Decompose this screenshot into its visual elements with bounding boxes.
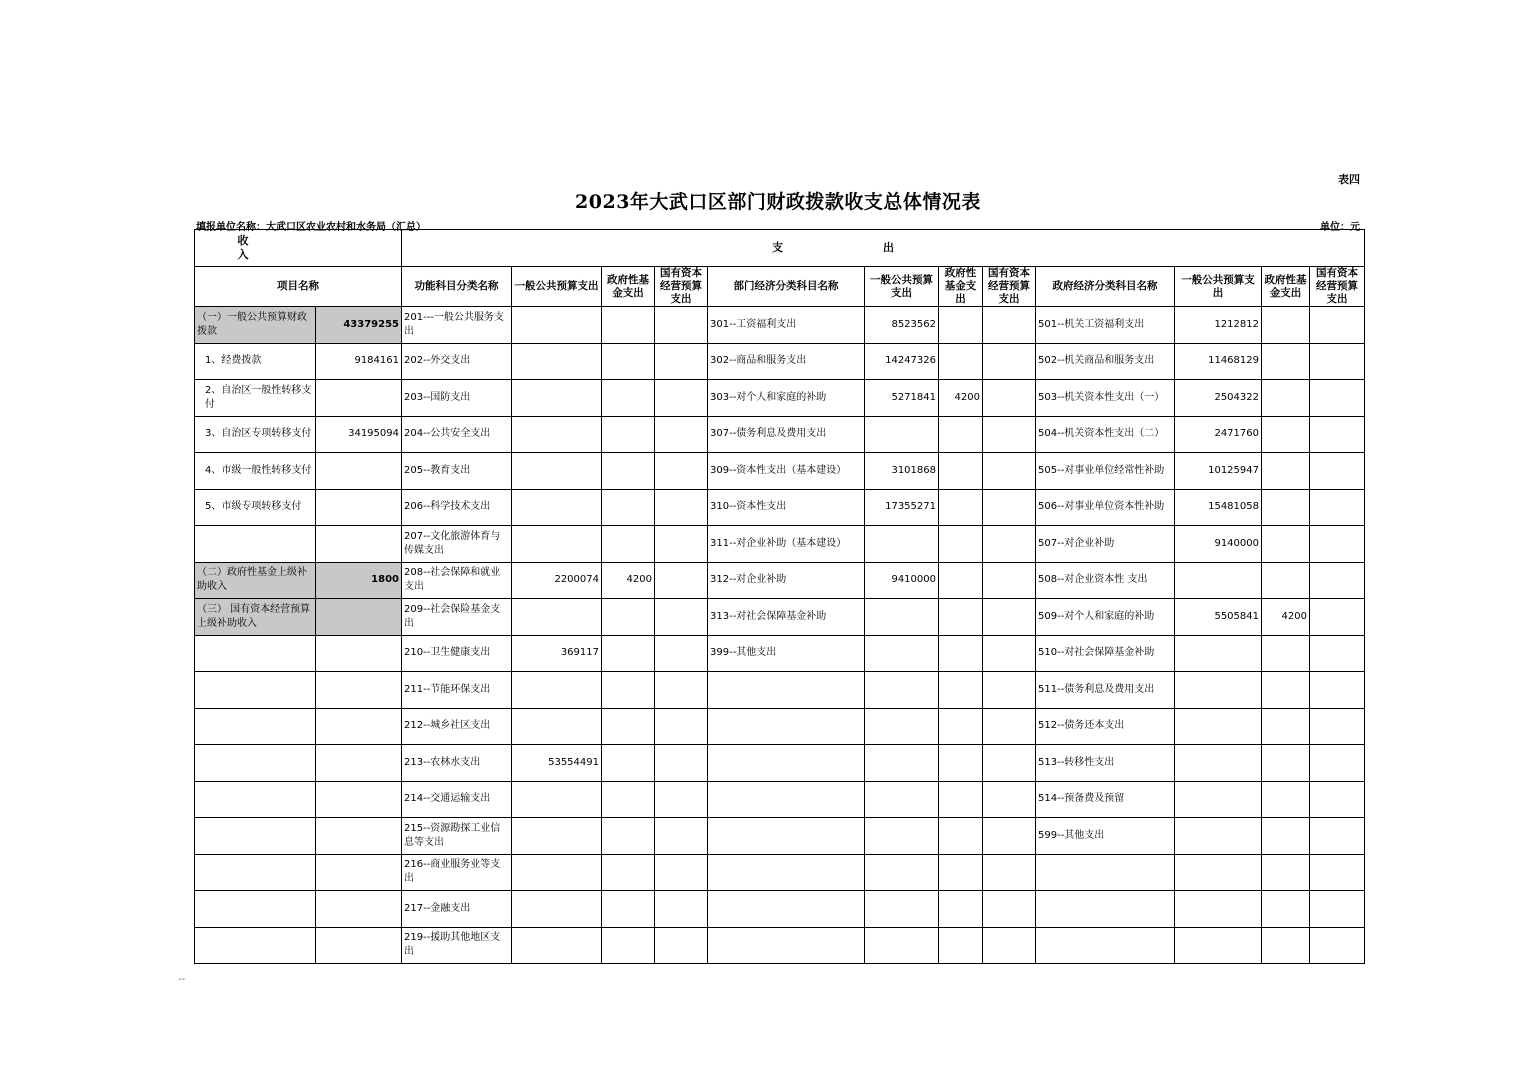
func-gov-fund-cell [602, 526, 655, 563]
gov-gov-fund-cell [1262, 526, 1310, 563]
income-name-cell [195, 854, 316, 891]
dept-general-cell [865, 781, 939, 818]
income-amount-cell [316, 526, 402, 563]
gov-general-cell: 9140000 [1175, 526, 1262, 563]
gov-gov-fund-cell [1262, 343, 1310, 380]
group-header-row [195, 230, 1365, 267]
dept-general-cell: 3101868 [865, 453, 939, 490]
dept-gov-fund-cell [939, 745, 983, 782]
dept-name-cell [708, 672, 865, 709]
page-title: 2023年大武口区部门财政拨款收支总体情况表 [575, 191, 981, 213]
func-general-cell: 369117 [512, 635, 602, 672]
func-general-cell: 53554491 [512, 745, 602, 782]
table-row [195, 927, 1365, 964]
func-name-cell: 216--商业服务业等支出 [402, 854, 512, 891]
dept-general-cell [865, 708, 939, 745]
gov-general-cell: 2471760 [1175, 416, 1262, 453]
col-dept-general: 一般公共预算支出 [865, 267, 939, 307]
dept-general-cell: 17355271 [865, 489, 939, 526]
func-state-capital-cell [655, 489, 708, 526]
dept-state-capital-cell [983, 854, 1036, 891]
income-amount-cell [316, 453, 402, 490]
func-gov-fund-cell [602, 416, 655, 453]
func-state-capital-cell [655, 526, 708, 563]
dept-name-cell: 399--其他支出 [708, 635, 865, 672]
income-name-cell: （二）政府性基金上级补助收入 [195, 562, 316, 599]
func-state-capital-cell [655, 453, 708, 490]
dept-state-capital-cell [983, 781, 1036, 818]
gov-state-capital-cell [1310, 927, 1365, 964]
income-name-cell [195, 708, 316, 745]
table-row [195, 708, 1365, 745]
gov-state-capital-cell [1310, 708, 1365, 745]
dept-general-cell: 9410000 [865, 562, 939, 599]
func-general-cell [512, 453, 602, 490]
income-name-cell [195, 781, 316, 818]
gov-gov-fund-cell [1262, 489, 1310, 526]
dept-general-cell: 8523562 [865, 307, 939, 344]
func-state-capital-cell [655, 416, 708, 453]
func-state-capital-cell [655, 672, 708, 709]
gov-name-cell: 507--对企业补助 [1036, 526, 1175, 563]
dept-general-cell [865, 818, 939, 855]
gov-general-cell: 2504322 [1175, 380, 1262, 417]
col-dept-econ-name: 部门经济分类科目名称 [708, 267, 865, 307]
dept-general-cell [865, 526, 939, 563]
income-name-cell: 3、自治区专项转移支付 [195, 416, 316, 453]
func-name-cell: 207--文化旅游体育与传媒支出 [402, 526, 512, 563]
func-name-cell: 202--外交支出 [402, 343, 512, 380]
gov-gov-fund-cell [1262, 708, 1310, 745]
income-name-cell [195, 745, 316, 782]
dept-general-cell [865, 672, 939, 709]
func-name-cell: 212--城乡社区支出 [402, 708, 512, 745]
gov-name-cell: 503--机关资本性支出（一） [1036, 380, 1175, 417]
income-amount-cell: 9184161 [316, 343, 402, 380]
func-gov-fund-cell [602, 708, 655, 745]
func-state-capital-cell [655, 599, 708, 636]
func-general-cell [512, 818, 602, 855]
dept-gov-fund-cell [939, 927, 983, 964]
col-gov-general: 一般公共预算支出 [1175, 267, 1262, 307]
dept-state-capital-cell [983, 818, 1036, 855]
budget-table [194, 229, 1365, 964]
gov-general-cell: 11468129 [1175, 343, 1262, 380]
func-general-cell [512, 781, 602, 818]
income-amount-cell [316, 380, 402, 417]
func-general-cell [512, 343, 602, 380]
gov-name-cell: 512--债务还本支出 [1036, 708, 1175, 745]
dept-general-cell: 5271841 [865, 380, 939, 417]
income-amount-cell [316, 599, 402, 636]
col-func-state-capital: 国有资本经营预算支出 [655, 267, 708, 307]
dept-gov-fund-cell [939, 453, 983, 490]
func-gov-fund-cell [602, 854, 655, 891]
income-amount-cell: 34195094 [316, 416, 402, 453]
dept-general-cell: 14247326 [865, 343, 939, 380]
gov-general-cell: 1212812 [1175, 307, 1262, 344]
gov-state-capital-cell [1310, 526, 1365, 563]
reporting-unit-name: 填报单位名称：大武口区农业农村和水务局（汇总） [196, 222, 426, 233]
dept-gov-fund-cell [939, 708, 983, 745]
gov-name-cell: 510--对社会保障基金补助 [1036, 635, 1175, 672]
func-general-cell [512, 380, 602, 417]
table-row [195, 380, 1365, 417]
gov-general-cell [1175, 927, 1262, 964]
dept-general-cell [865, 635, 939, 672]
gov-gov-fund-cell [1262, 416, 1310, 453]
col-func-general: 一般公共预算支出 [512, 267, 602, 307]
income-amount-cell [316, 854, 402, 891]
table-row [195, 599, 1365, 636]
dept-general-cell [865, 891, 939, 928]
func-state-capital-cell [655, 562, 708, 599]
gov-state-capital-cell [1310, 453, 1365, 490]
func-gov-fund-cell [602, 781, 655, 818]
table-row [195, 745, 1365, 782]
gov-name-cell: 501--机关工资福利支出 [1036, 307, 1175, 344]
func-name-cell: 213--农林水支出 [402, 745, 512, 782]
gov-general-cell [1175, 891, 1262, 928]
func-name-cell: 208--社会保障和就业支出 [402, 562, 512, 599]
income-amount-cell [316, 745, 402, 782]
col-income-name: 项目名称 [195, 267, 402, 307]
gov-name-cell: 513--转移性支出 [1036, 745, 1175, 782]
col-gov-econ-name: 政府经济分类科目名称 [1036, 267, 1175, 307]
gov-name-cell: 505--对事业单位经常性补助 [1036, 453, 1175, 490]
func-gov-fund-cell [602, 891, 655, 928]
dept-name-cell [708, 745, 865, 782]
gov-state-capital-cell [1310, 343, 1365, 380]
table-row [195, 818, 1365, 855]
gov-gov-fund-cell [1262, 307, 1310, 344]
income-name-cell: 5、市级专项转移支付 [195, 489, 316, 526]
income-name-cell [195, 635, 316, 672]
func-state-capital-cell [655, 781, 708, 818]
func-general-cell [512, 854, 602, 891]
table-row [195, 416, 1365, 453]
func-name-cell: 214--交通运输支出 [402, 781, 512, 818]
dept-state-capital-cell [983, 526, 1036, 563]
func-gov-fund-cell [602, 745, 655, 782]
dept-state-capital-cell [983, 599, 1036, 636]
gov-state-capital-cell [1310, 635, 1365, 672]
func-state-capital-cell [655, 635, 708, 672]
dept-state-capital-cell [983, 416, 1036, 453]
gov-gov-fund-cell [1262, 453, 1310, 490]
dept-name-cell: 311--对企业补助（基本建设） [708, 526, 865, 563]
func-gov-fund-cell [602, 489, 655, 526]
gov-gov-fund-cell [1262, 927, 1310, 964]
func-name-cell: 219--援助其他地区支出 [402, 927, 512, 964]
dept-state-capital-cell [983, 562, 1036, 599]
dept-name-cell [708, 781, 865, 818]
gov-general-cell [1175, 745, 1262, 782]
func-state-capital-cell [655, 307, 708, 344]
dept-state-capital-cell [983, 891, 1036, 928]
table-row [195, 635, 1365, 672]
currency-unit-label: 单位：元 [1320, 222, 1360, 233]
dept-state-capital-cell [983, 453, 1036, 490]
gov-gov-fund-cell [1262, 380, 1310, 417]
gov-name-cell: 502--机关商品和服务支出 [1036, 343, 1175, 380]
dept-gov-fund-cell [939, 781, 983, 818]
gov-name-cell: 504--机关资本性支出（二） [1036, 416, 1175, 453]
income-amount-cell [316, 708, 402, 745]
income-name-cell: 2、自治区一般性转移支付 [195, 380, 316, 417]
income-name-cell: 4、市级一般性转移支付 [195, 453, 316, 490]
gov-name-cell [1036, 891, 1175, 928]
gov-state-capital-cell [1310, 781, 1365, 818]
gov-general-cell: 5505841 [1175, 599, 1262, 636]
gov-name-cell: 599--其他支出 [1036, 818, 1175, 855]
expense-group-header: 支出 [402, 230, 1365, 267]
dept-name-cell: 313--对社会保障基金补助 [708, 599, 865, 636]
table-row [195, 343, 1365, 380]
gov-state-capital-cell [1310, 307, 1365, 344]
col-gov-state-capital: 国有资本经营预算支出 [1310, 267, 1365, 307]
dept-name-cell: 301--工资福利支出 [708, 307, 865, 344]
func-state-capital-cell [655, 343, 708, 380]
func-gov-fund-cell [602, 380, 655, 417]
func-gov-fund-cell [602, 343, 655, 380]
income-amount-cell [316, 818, 402, 855]
func-name-cell: 210--卫生健康支出 [402, 635, 512, 672]
gov-general-cell [1175, 562, 1262, 599]
func-state-capital-cell [655, 891, 708, 928]
gov-general-cell [1175, 635, 1262, 672]
func-general-cell [512, 672, 602, 709]
income-amount-cell [316, 891, 402, 928]
func-general-cell [512, 708, 602, 745]
dept-general-cell [865, 599, 939, 636]
income-amount-cell [316, 672, 402, 709]
dept-gov-fund-cell [939, 635, 983, 672]
dept-name-cell: 310--资本性支出 [708, 489, 865, 526]
gov-state-capital-cell [1310, 818, 1365, 855]
dept-name-cell [708, 854, 865, 891]
gov-state-capital-cell [1310, 672, 1365, 709]
income-name-cell [195, 526, 316, 563]
func-name-cell: 205--教育支出 [402, 453, 512, 490]
income-name-cell [195, 672, 316, 709]
dept-name-cell: 309--资本性支出（基本建设） [708, 453, 865, 490]
income-group-header: 收入 [195, 230, 402, 267]
gov-state-capital-cell [1310, 891, 1365, 928]
income-amount-cell: 1800 [316, 562, 402, 599]
table-number-label: 表四 [1338, 173, 1360, 186]
dept-gov-fund-cell [939, 818, 983, 855]
gov-gov-fund-cell [1262, 818, 1310, 855]
gov-gov-fund-cell [1262, 781, 1310, 818]
income-name-cell [195, 818, 316, 855]
dept-state-capital-cell [983, 343, 1036, 380]
col-func-gov-fund: 政府性基金支出 [602, 267, 655, 307]
dept-gov-fund-cell [939, 854, 983, 891]
col-gov-gov-fund: 政府性基金支出 [1262, 267, 1310, 307]
gov-name-cell: 514--预备费及预留 [1036, 781, 1175, 818]
dept-name-cell: 312--对企业补助 [708, 562, 865, 599]
func-name-cell: 211--节能环保支出 [402, 672, 512, 709]
func-gov-fund-cell: 4200 [602, 562, 655, 599]
table-row [195, 489, 1365, 526]
dept-name-cell [708, 818, 865, 855]
table-row [195, 854, 1365, 891]
gov-state-capital-cell [1310, 745, 1365, 782]
func-gov-fund-cell [602, 453, 655, 490]
dept-name-cell: 307--债务利息及费用支出 [708, 416, 865, 453]
dept-gov-fund-cell [939, 599, 983, 636]
dept-general-cell [865, 416, 939, 453]
gov-gov-fund-cell: 4200 [1262, 599, 1310, 636]
dept-name-cell [708, 708, 865, 745]
income-amount-cell [316, 489, 402, 526]
gov-general-cell: 10125947 [1175, 453, 1262, 490]
func-state-capital-cell [655, 818, 708, 855]
income-name-cell: （一）一般公共预算财政拨款 [195, 307, 316, 344]
gov-state-capital-cell [1310, 416, 1365, 453]
gov-general-cell [1175, 818, 1262, 855]
gov-state-capital-cell [1310, 380, 1365, 417]
gov-general-cell [1175, 854, 1262, 891]
gov-gov-fund-cell [1262, 891, 1310, 928]
dept-name-cell: 302--商品和服务支出 [708, 343, 865, 380]
dept-gov-fund-cell [939, 562, 983, 599]
income-amount-cell [316, 927, 402, 964]
table-row [195, 672, 1365, 709]
dept-state-capital-cell [983, 635, 1036, 672]
func-general-cell [512, 526, 602, 563]
func-state-capital-cell [655, 380, 708, 417]
gov-name-cell: 508--对企业资本性 支出 [1036, 562, 1175, 599]
dept-state-capital-cell [983, 708, 1036, 745]
gov-name-cell: 509--对个人和家庭的补助 [1036, 599, 1175, 636]
gov-gov-fund-cell [1262, 745, 1310, 782]
gov-name-cell: 511--债务利息及费用支出 [1036, 672, 1175, 709]
func-general-cell [512, 489, 602, 526]
dept-state-capital-cell [983, 927, 1036, 964]
gov-state-capital-cell [1310, 489, 1365, 526]
gov-name-cell [1036, 927, 1175, 964]
func-name-cell: 217--金融支出 [402, 891, 512, 928]
column-header-row [195, 267, 1365, 307]
dept-gov-fund-cell [939, 416, 983, 453]
dept-gov-fund-cell [939, 307, 983, 344]
gov-state-capital-cell [1310, 599, 1365, 636]
dept-state-capital-cell [983, 307, 1036, 344]
dept-gov-fund-cell [939, 891, 983, 928]
income-name-cell [195, 927, 316, 964]
gov-name-cell: 506--对事业单位资本性补助 [1036, 489, 1175, 526]
dept-gov-fund-cell: 4200 [939, 380, 983, 417]
func-state-capital-cell [655, 708, 708, 745]
func-gov-fund-cell [602, 672, 655, 709]
table-row [195, 562, 1365, 599]
func-state-capital-cell [655, 927, 708, 964]
dept-gov-fund-cell [939, 489, 983, 526]
func-general-cell [512, 416, 602, 453]
gov-gov-fund-cell [1262, 635, 1310, 672]
dept-general-cell [865, 927, 939, 964]
func-general-cell: 2200074 [512, 562, 602, 599]
gov-gov-fund-cell [1262, 672, 1310, 709]
gov-general-cell [1175, 708, 1262, 745]
table-row [195, 307, 1365, 344]
func-general-cell [512, 927, 602, 964]
income-amount-cell: 43379255 [316, 307, 402, 344]
footer-mark: -- [178, 974, 186, 985]
income-name-cell: （三） 国有资本经营预算上级补助收入 [195, 599, 316, 636]
col-dept-gov-fund: 政府性基金支出 [939, 267, 983, 307]
income-amount-cell [316, 635, 402, 672]
func-name-cell: 206--科学技术支出 [402, 489, 512, 526]
func-name-cell: 201---一般公共服务支出 [402, 307, 512, 344]
func-gov-fund-cell [602, 307, 655, 344]
func-state-capital-cell [655, 745, 708, 782]
func-gov-fund-cell [602, 818, 655, 855]
income-name-cell: 1、经费拨款 [195, 343, 316, 380]
dept-state-capital-cell [983, 745, 1036, 782]
dept-general-cell [865, 854, 939, 891]
func-general-cell [512, 307, 602, 344]
func-general-cell [512, 599, 602, 636]
dept-gov-fund-cell [939, 343, 983, 380]
gov-state-capital-cell [1310, 562, 1365, 599]
income-amount-cell [316, 781, 402, 818]
col-dept-state-capital: 国有资本经营预算支出 [983, 267, 1036, 307]
dept-general-cell [865, 745, 939, 782]
gov-general-cell: 15481058 [1175, 489, 1262, 526]
func-name-cell: 203--国防支出 [402, 380, 512, 417]
dept-state-capital-cell [983, 380, 1036, 417]
gov-gov-fund-cell [1262, 854, 1310, 891]
dept-gov-fund-cell [939, 526, 983, 563]
gov-general-cell [1175, 672, 1262, 709]
dept-name-cell [708, 927, 865, 964]
func-state-capital-cell [655, 854, 708, 891]
func-name-cell: 209--社会保险基金支出 [402, 599, 512, 636]
table-row [195, 781, 1365, 818]
dept-gov-fund-cell [939, 672, 983, 709]
func-general-cell [512, 891, 602, 928]
dept-state-capital-cell [983, 672, 1036, 709]
func-gov-fund-cell [602, 635, 655, 672]
table-row [195, 526, 1365, 563]
gov-gov-fund-cell [1262, 562, 1310, 599]
gov-general-cell [1175, 781, 1262, 818]
func-name-cell: 215--资源勘探工业信息等支出 [402, 818, 512, 855]
gov-state-capital-cell [1310, 854, 1365, 891]
dept-name-cell: 303--对个人和家庭的补助 [708, 380, 865, 417]
gov-name-cell [1036, 854, 1175, 891]
table-row [195, 891, 1365, 928]
income-name-cell [195, 891, 316, 928]
func-gov-fund-cell [602, 599, 655, 636]
dept-name-cell [708, 891, 865, 928]
func-gov-fund-cell [602, 927, 655, 964]
table-row [195, 453, 1365, 490]
dept-state-capital-cell [983, 489, 1036, 526]
col-func-name: 功能科目分类名称 [402, 267, 512, 307]
func-name-cell: 204--公共安全支出 [402, 416, 512, 453]
